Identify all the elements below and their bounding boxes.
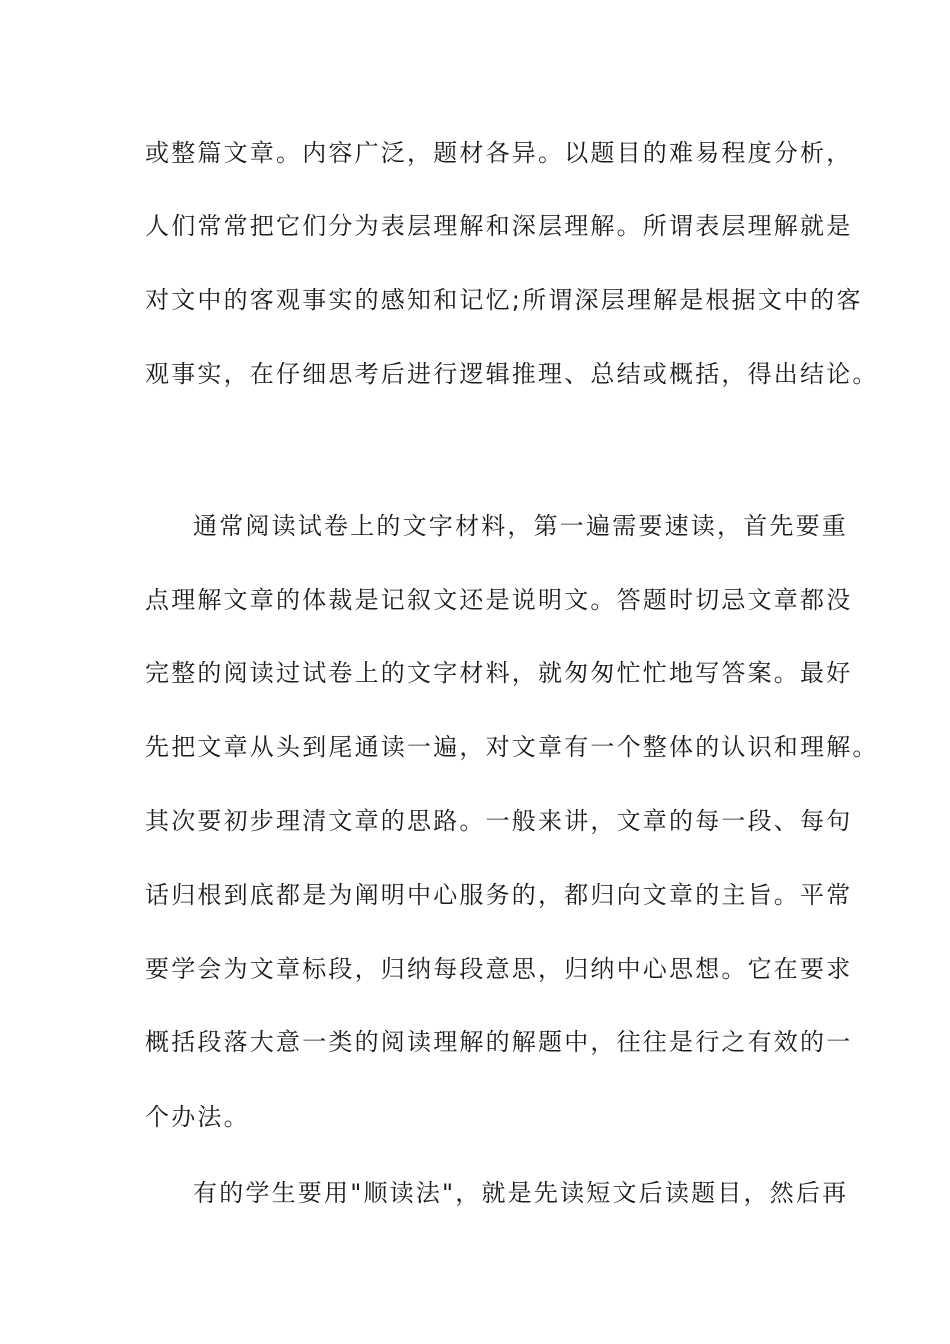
paragraph-2-line-6: 话归根到底都是为阐明中心服务的，都归向文章的主旨。平常 [145, 881, 853, 909]
paragraph-1-line-3: 对文中的客观事实的感知和记忆;所谓深层理解是根据文中的客 [145, 286, 863, 314]
paragraph-1-line-4: 观事实，在仔细思考后进行逻辑推理、总结或概括，得出结论。 [145, 360, 879, 388]
paragraph-2-line-5: 其次要初步理清文章的思路。一般来讲，文章的每一段、每句 [145, 807, 853, 835]
paragraph-2-line-2: 点理解文章的体裁是记叙文还是说明文。答题时切忌文章都没 [145, 586, 853, 614]
paragraph-3-line-1: 有的学生要用"顺读法"，就是先读短文后读题目，然后再 [193, 1179, 849, 1207]
paragraph-2-line-3: 完整的阅读过试卷上的文字材料，就匆匆忙忙地写答案。最好 [145, 659, 853, 687]
paragraph-2-line-9: 个办法。 [145, 1103, 250, 1131]
paragraph-1-line-1: 或整篇文章。内容广泛，题材各异。以题目的难易程度分析， [145, 139, 853, 167]
paragraph-2-line-1: 通常阅读试卷上的文字材料，第一遍需要速读，首先要重 [193, 512, 848, 540]
paragraph-2-line-7: 要学会为文章标段，归纳每段意思，归纳中心思想。它在要求 [145, 955, 853, 983]
paragraph-1-line-2: 人们常常把它们分为表层理解和深层理解。所谓表层理解就是 [145, 212, 853, 240]
paragraph-2-line-4: 先把文章从头到尾通读一遍，对文章有一个整体的认识和理解。 [145, 733, 879, 761]
paragraph-2-line-8: 概括段落大意一类的阅读理解的解题中，往往是行之有效的一 [145, 1028, 853, 1056]
